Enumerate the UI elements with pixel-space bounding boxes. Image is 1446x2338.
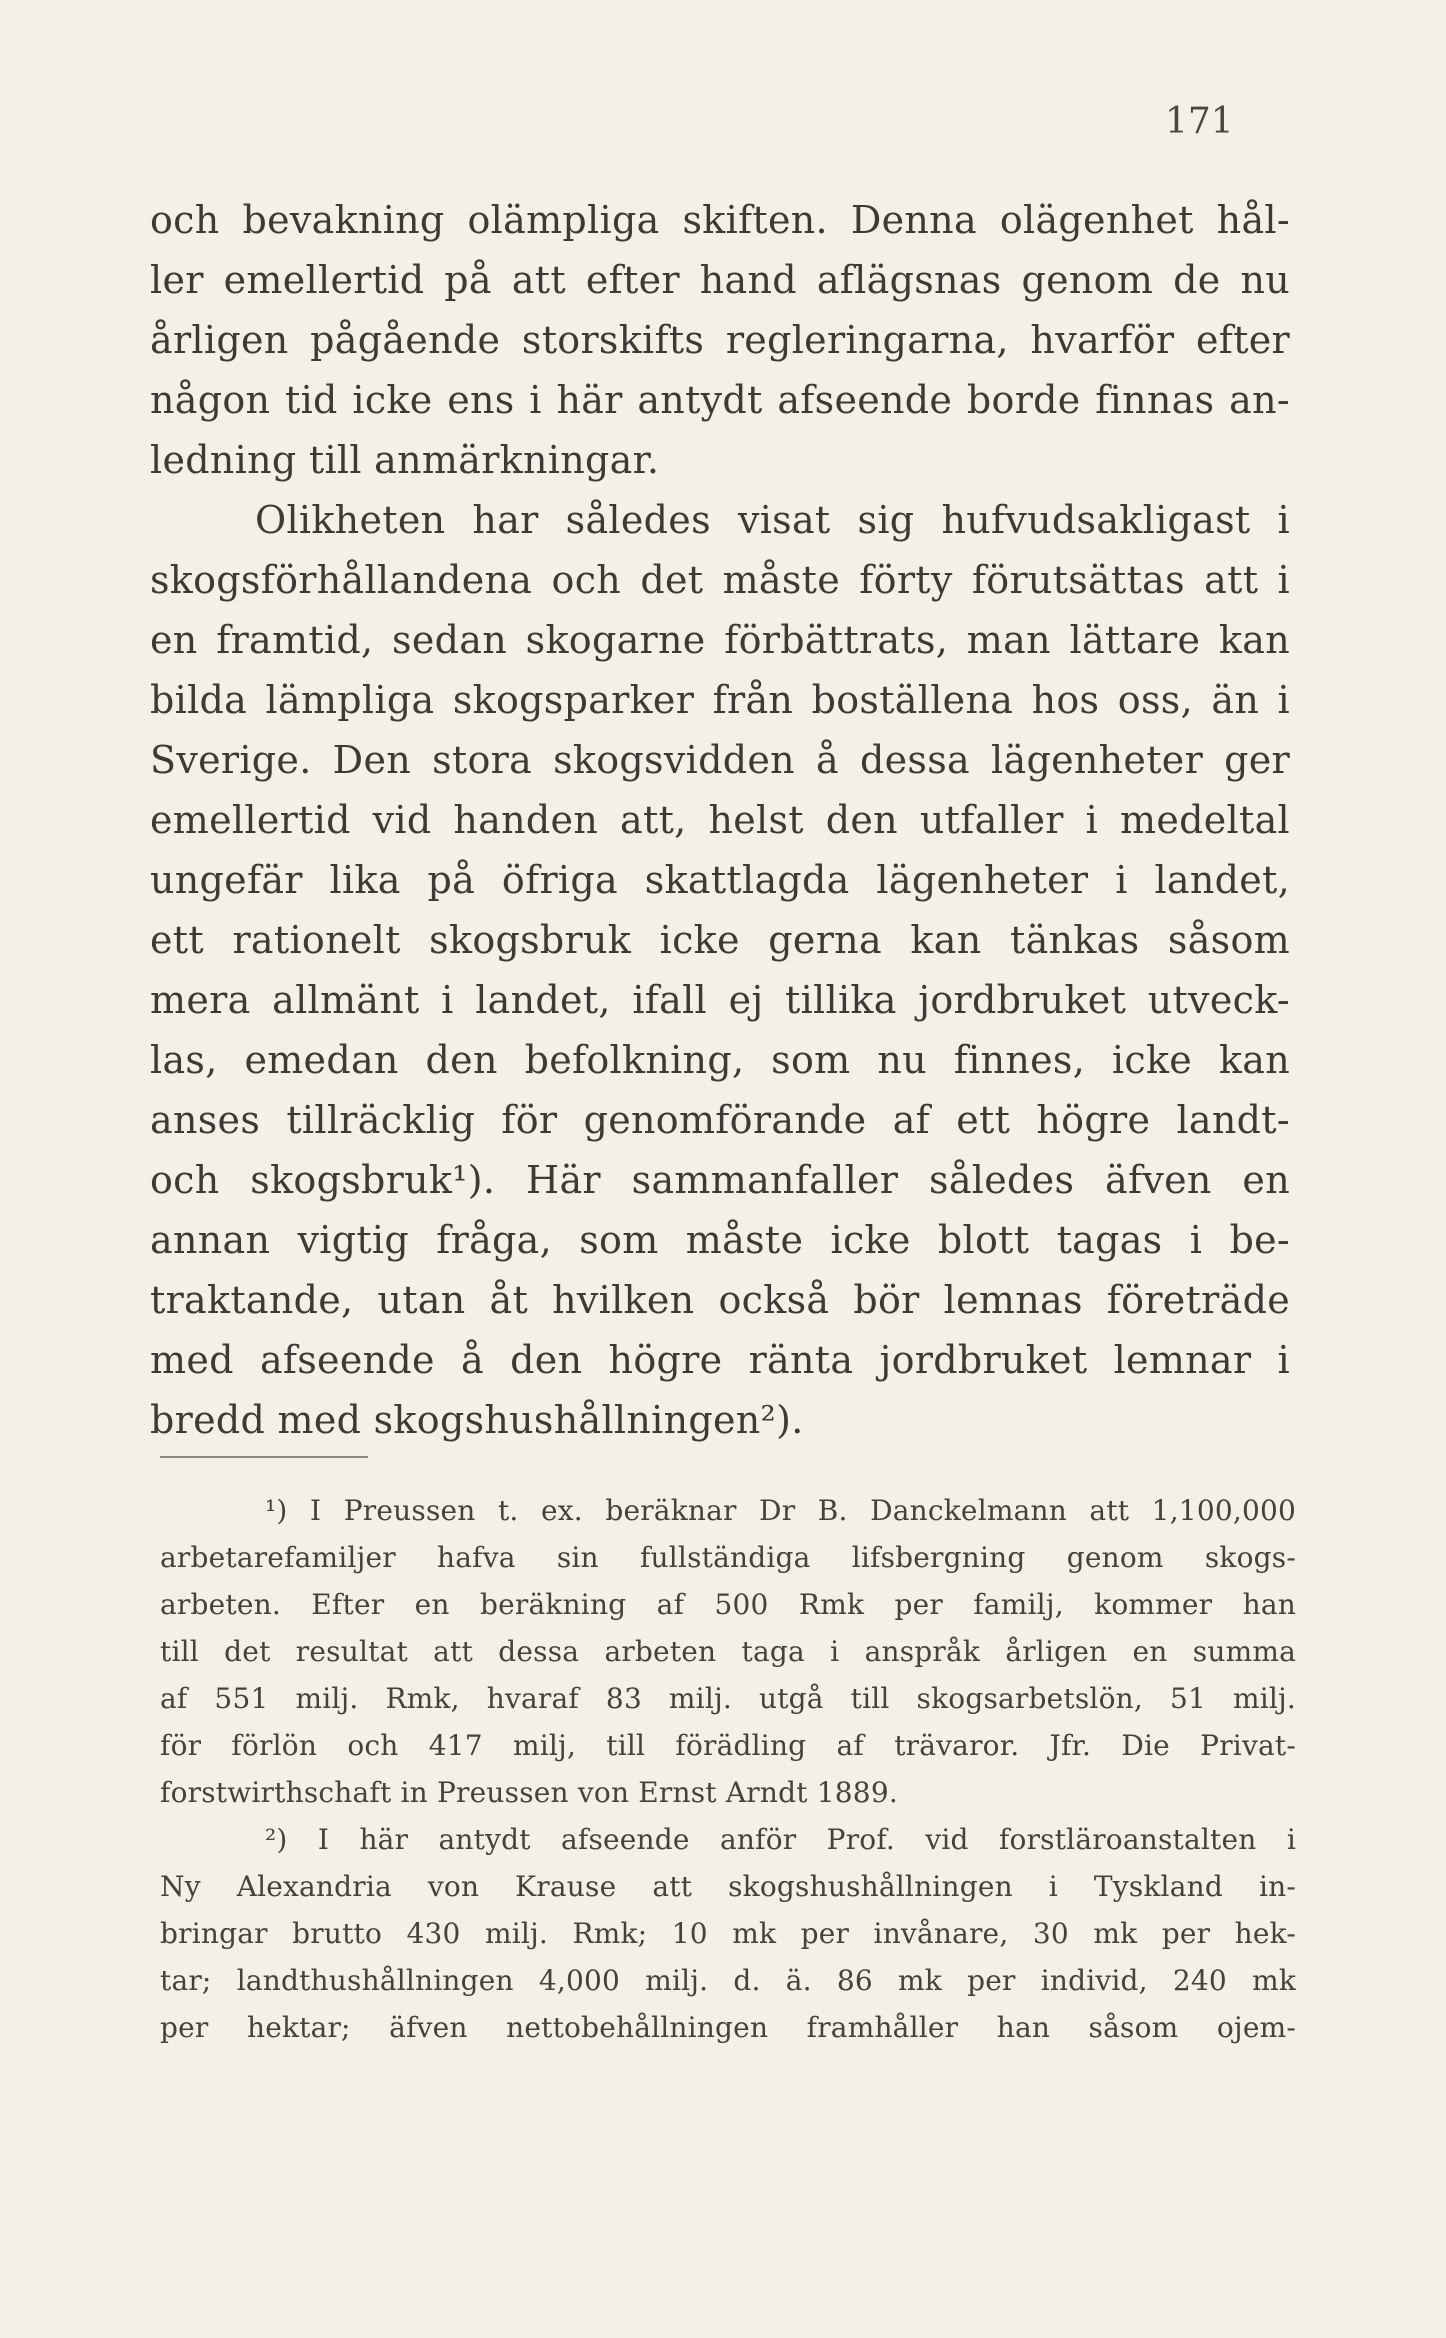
body-line: Sverige. Den stora skogsvidden å dessa lägenheter ger: [150, 738, 1290, 782]
footnote-line: arbetarefamiljer hafva sin fullständiga lifsbergning genom skogs-: [160, 1541, 1296, 1574]
footnote-divider: [160, 1456, 368, 1458]
body-line: bilda lämpliga skogsparker från boställena hos oss, än i: [150, 678, 1290, 722]
footnote-line: ¹) I Preussen t. ex. beräknar Dr B. Danckelmann att 1,100,000: [265, 1494, 1296, 1527]
footnote-line: af 551 milj. Rmk, hvaraf 83 milj. utgå till skogsarbetslön, 51 milj.: [160, 1682, 1296, 1715]
footnote-line: ²) I här antydt afseende anför Prof. vid forstläroanstalten i: [265, 1823, 1296, 1856]
footnote-line: forstwirthschaft in Preussen von Ernst Arndt 1889.: [160, 1776, 898, 1809]
page-number: 171: [1165, 101, 1234, 142]
body-line: annan vigtig fråga, som måste icke blott tagas i be-: [150, 1218, 1290, 1262]
body-line: ledning till anmärkningar.: [150, 438, 660, 482]
body-line: och skogsbruk¹). Här sammanfaller således äfven en: [150, 1158, 1290, 1202]
body-line: mera allmänt i landet, ifall ej tillika jordbruket utveck-: [150, 978, 1290, 1022]
body-line: anses tillräcklig för genomförande af ett högre landt-: [150, 1098, 1290, 1142]
footnote-line: arbeten. Efter en beräkning af 500 Rmk per familj, kommer han: [160, 1588, 1296, 1621]
body-line: ler emellertid på att efter hand aflägsnas genom de nu: [150, 258, 1290, 302]
body-line: ungefär lika på öfriga skattlagda lägenheter i landet,: [150, 858, 1290, 902]
body-line: årligen pågående storskifts regleringarna, hvarför efter: [150, 318, 1290, 362]
body-line: skogsförhållandena och det måste förty förutsättas att i: [150, 558, 1290, 602]
body-line: traktande, utan åt hvilken också bör lemnas företräde: [150, 1278, 1290, 1322]
body-line: emellertid vid handen att, helst den utfaller i medeltal: [150, 798, 1290, 842]
footnotes: [160, 1487, 1296, 2051]
footnote-line: tar; landthushållningen 4,000 milj. d. ä. 86 mk per individ, 240 mk: [160, 1964, 1296, 1997]
body-line: Olikheten har således visat sig hufvudsakligast i: [255, 498, 1290, 542]
body-text: [150, 190, 1290, 1450]
body-line: ett rationelt skogsbruk icke gerna kan tänkas såsom: [150, 918, 1290, 962]
footnote-line: per hektar; äfven nettobehållningen framhåller han såsom ojem-: [160, 2011, 1296, 2044]
body-line: någon tid icke ens i här antydt afseende borde finnas an-: [150, 378, 1290, 422]
footnote-line: Ny Alexandria von Krause att skogshushållningen i Tyskland in-: [160, 1870, 1296, 1903]
body-line: bredd med skogshushållningen²).: [150, 1398, 804, 1442]
body-line: med afseende å den högre ränta jordbruket lemnar i: [150, 1338, 1290, 1382]
footnote-line: bringar brutto 430 milj. Rmk; 10 mk per invånare, 30 mk per hek-: [160, 1917, 1296, 1950]
body-line: och bevakning olämpliga skiften. Denna olägenhet hål-: [150, 198, 1290, 242]
footnote-line: för förlön och 417 milj, till förädling af trävaror. Jfr. Die Privat-: [160, 1729, 1296, 1762]
body-line: las, emedan den befolkning, som nu finnes, icke kan: [150, 1038, 1290, 1082]
footnote-line: till det resultat att dessa arbeten taga i anspråk årligen en summa: [160, 1635, 1296, 1668]
body-line: en framtid, sedan skogarne förbättrats, man lättare kan: [150, 618, 1290, 662]
